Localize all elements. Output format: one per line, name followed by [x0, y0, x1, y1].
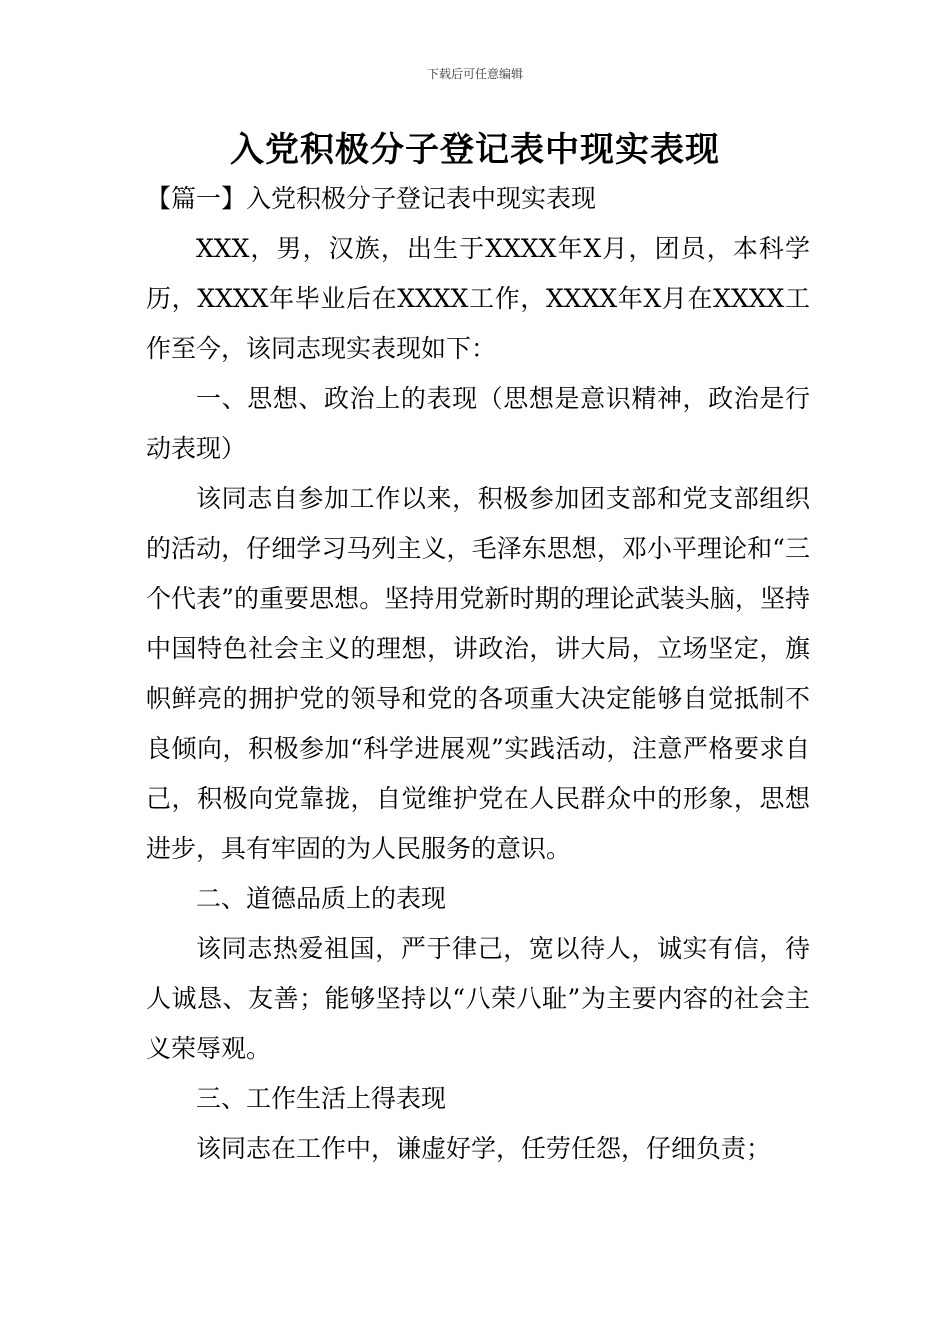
document-body: [146, 174, 810, 1174]
intro-paragraph: XXX，男，汉族，出生于XXXX年X月，团员，本科学历，XXXX年毕业后在XXXX工作，XXXX年X月在XXXX工作至今，该同志现实表现如下：: [146, 234, 810, 363]
section1-paragraph: 该同志自参加工作以来，积极参加团支部和党支部组织的活动，仔细学习马列主义，毛泽东思想，邓小平理论和“三个代表”的重要思想。坚持用党新时期的理论武装头脑，坚持中国特色社会主义的理想，讲政治，讲大局，立场坚定，旗帜鲜亮的拥护党的领导和党的各项重大决定能够自觉抵制不良倾向，积极参加“科学进展观”实践活动，注意严格要求自己，积极向党靠拢，自觉维护党在人民群众中的形象，思想进步，具有牢固的为人民服务的意识。: [146, 484, 810, 863]
header-note: 下载后可任意编辑: [426, 67, 523, 81]
document-title: 入党积极分子登记表中现实表现: [230, 130, 720, 170]
section3-heading: 三、工作生活上得表现: [196, 1084, 447, 1113]
subtitle: 【篇一】入党积极分子登记表中现实表现: [146, 184, 597, 213]
section2-paragraph: 该同志热爱祖国，严于律己，宽以待人，诚实有信，待人诚恳、友善；能够坚持以“八荣八耻”为主要内容的社会主义荣辱观。: [146, 934, 810, 1063]
section3-paragraph: 该同志在工作中，谦虚好学，任劳任怨，仔细负责；: [196, 1134, 772, 1163]
section1-heading: 一、思想、政治上的表现（思想是意识精神，政治是行动表现）: [146, 384, 810, 463]
section2-heading: 二、道德品质上的表现: [196, 884, 447, 913]
